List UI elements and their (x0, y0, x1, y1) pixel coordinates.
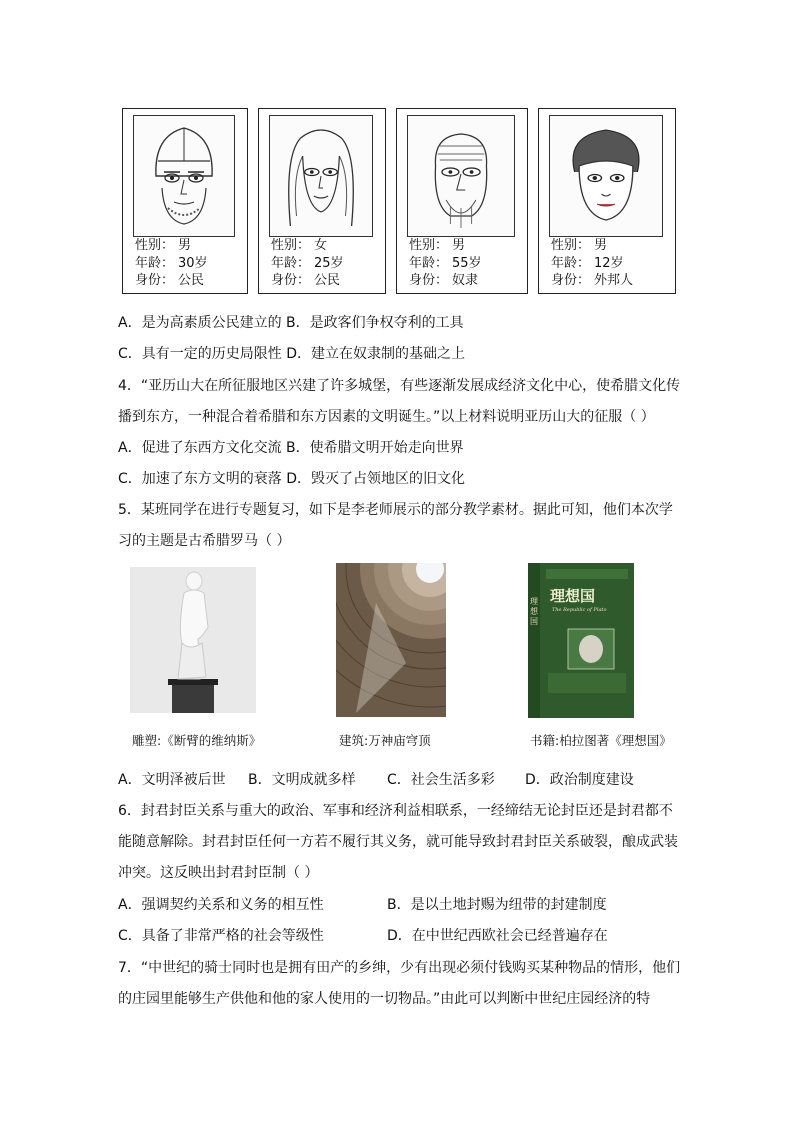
age-value: 25岁 (314, 255, 344, 271)
q6-stem-line2: 能随意解除。封君封臣任何一方若不履行其义务，就可能导致封君封臣关系破裂，酿成武装 (118, 834, 678, 850)
q6-option-b: B．是以土地封赐为纽带的封建制度 (387, 897, 607, 913)
warrior-sketch-image (133, 115, 235, 237)
role-value: 公民 (314, 273, 341, 288)
role-label: 身份： (135, 273, 175, 288)
gender-value: 女 (314, 238, 328, 253)
q5-option-b: B．文明成就多样 (248, 772, 356, 788)
book-title: 理想国 (550, 587, 596, 605)
foreigner-sketch-image (549, 115, 663, 237)
age-value: 55岁 (452, 255, 482, 271)
q6-stem-line3: 冲突。这反映出封君封臣制（ ） (118, 865, 319, 881)
age-value: 12岁 (594, 255, 624, 271)
age-label: 年龄： (551, 255, 591, 271)
q6-option-c: C．具备了非常严格的社会等级性 (118, 928, 324, 944)
role-label: 身份： (271, 273, 311, 288)
gender-label: 性别： (135, 238, 175, 253)
q3-option-cd: C．具有一定的历史局限性 D．建立在奴隶制的基础之上 (118, 346, 466, 362)
q4-stem-line1: 4．“亚历山大在所征服地区兴建了许多城堡，有些逐渐发展成经济文化中心，使希腊文化传 (118, 378, 681, 394)
q6-stem-line1: 6．封君封臣关系与重大的政治、军事和经济利益相联系，一经缔结无论封臣还是封君都不 (118, 803, 673, 819)
woman-sketch-image (269, 115, 373, 237)
age-label: 年龄： (135, 255, 175, 271)
gender-label: 性别： (409, 238, 449, 253)
book-spine-title: 理想国 (530, 597, 538, 626)
q4-option-ab: A．促进了东西方文化交流 B．使希腊文明开始走向世界 (118, 440, 464, 456)
caption-republic: 书籍:柏拉图著《理想国》 (530, 733, 672, 748)
role-label: 身份： (409, 273, 449, 288)
q7-stem-line1: 7．“中世纪的骑士同时也是拥有田产的乡绅，少有出现必须付钱购买某种物品的情形，他们 (118, 960, 681, 976)
gender-value: 男 (594, 238, 608, 253)
card-info (551, 237, 633, 290)
identity-cards (122, 108, 676, 296)
age-label: 年龄： (409, 255, 449, 271)
gender-value: 男 (452, 238, 466, 253)
q4-stem-line2: 播到东方，一种混合着希腊和东方因素的文明诞生。”以上材料说明亚历山大的征服（ ） (118, 409, 655, 425)
card-warrior (122, 108, 248, 294)
card-foreigner (538, 108, 676, 294)
old-man-sketch-image (407, 115, 515, 237)
q5-option-c: C．社会生活多彩 (387, 772, 495, 788)
republic-book-image (528, 563, 634, 718)
caption-pantheon: 建筑:万神庙穹顶 (339, 733, 431, 748)
role-value: 公民 (178, 273, 205, 288)
age-label: 年龄： (271, 255, 311, 271)
card-info (409, 237, 482, 290)
gender-value: 男 (178, 238, 192, 253)
role-value: 奴隶 (452, 273, 479, 288)
role-value: 外邦人 (594, 273, 634, 288)
card-info (135, 237, 208, 290)
role-label: 身份： (551, 273, 591, 288)
q7-stem-line2: 的庄园里能够生产供他和他的家人使用的一切物品。”由此可以判断中世纪庄园经济的特 (118, 991, 651, 1007)
q3-option-ab: A．是为高素质公民建立的 B．是政客们争权夺利的工具 (118, 315, 464, 331)
q6-option-a: A．强调契约关系和义务的相互性 (118, 897, 324, 913)
card-woman (258, 108, 386, 294)
card-info (271, 237, 344, 290)
card-old-man (396, 108, 528, 294)
caption-venus: 雕塑:《断臂的维纳斯》 (132, 733, 262, 748)
pantheon-dome-image (336, 563, 446, 717)
gender-label: 性别： (551, 238, 591, 253)
q5-stem-line2: 习的主题是古希腊罗马（ ） (118, 533, 291, 549)
book-subtitle: The Republic of Plato (552, 607, 607, 613)
q6-option-d: D．在中世纪西欧社会已经普遍存在 (387, 928, 608, 944)
age-value: 30岁 (178, 255, 208, 271)
venus-statue-image (130, 567, 256, 713)
q5-stem-line1: 5．某班同学在进行专题复习，如下是李老师展示的部分教学素材。据此可知，他们本次学 (118, 502, 673, 518)
q4-option-cd: C．加速了东方文明的衰落 D．毁灭了占领地区的旧文化 (118, 471, 466, 487)
gender-label: 性别： (271, 238, 311, 253)
q5-option-a: A．文明泽被后世 (118, 772, 226, 788)
q5-option-d: D．政治制度建设 (525, 772, 634, 788)
